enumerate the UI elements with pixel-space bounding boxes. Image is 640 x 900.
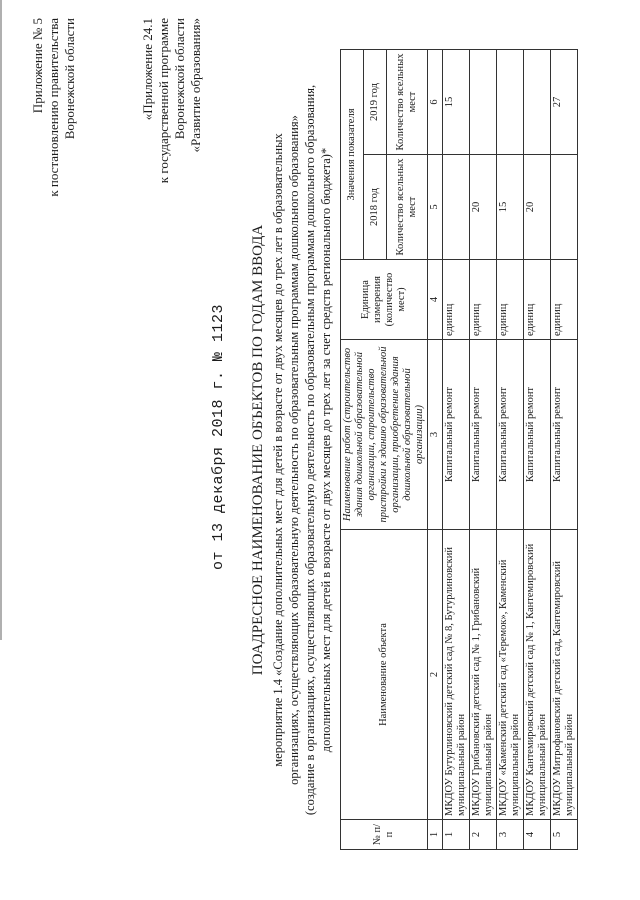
row-num: 4 (524, 820, 551, 850)
row-object: МКДОУ «Каменский детский сад «Теремок», Каменский муниципальный район (497, 530, 524, 820)
header-num: № п/п (341, 820, 428, 850)
table-row (551, 50, 578, 850)
appendix-line: Воронежской области (62, 18, 77, 140)
row-num: 1 (443, 820, 470, 850)
document-title: ПОАДРЕСНОЕ НАИМЕНОВАНИЕ ОБЪЕКТОВ ПО ГОДАМ ВВОДА (250, 224, 266, 676)
header-count-2018: Количество ясельных мест (386, 155, 427, 260)
row-value-2018 (443, 155, 470, 260)
subtitle-line: (создание в организациях, осуществляющих образовательную деятельность по образовательным программам дошкольного образования, (303, 84, 317, 816)
header-year-2018: 2018 год (363, 155, 386, 260)
index-cell: 5 (428, 155, 443, 260)
index-cell: 3 (428, 340, 443, 530)
index-cell: 2 (428, 530, 443, 820)
row-work: Капитальный ремонт (524, 340, 551, 530)
row-value-2019 (470, 50, 497, 155)
row-value-2018: 20 (470, 155, 497, 260)
header-unit: Единица измерения (количество мест) (341, 260, 428, 340)
index-cell: 4 (428, 260, 443, 340)
row-unit: единиц (497, 260, 524, 340)
subtitle-line: организациях, осуществляющих образовательную деятельность по образовательным программам дошкольного образования» (287, 115, 301, 785)
row-value-2019: 27 (551, 50, 578, 155)
row-object: МКДОУ Кантемировский детский сад № 1, Кантемировский муниципальный район (524, 530, 551, 820)
table-header-row (341, 50, 364, 850)
row-value-2019: 15 (443, 50, 470, 155)
row-object: МКДОУ Бутурлиновский детский сад № 8, Бутурлиновский муниципальный район (443, 530, 470, 820)
table-row (497, 50, 524, 850)
program-line: к государственной программе (156, 18, 171, 184)
row-work: Капитальный ремонт (470, 340, 497, 530)
row-value-2018: 20 (524, 155, 551, 260)
header-object: Наименование объекта (341, 530, 428, 820)
row-value-2019 (524, 50, 551, 155)
subtitle-line: дополнительных мест для детей в возрасте от двух месяцев до трех лет за счет средств регионального бюджета)* (319, 147, 333, 753)
appendix-line: Приложение № 5 (30, 18, 45, 114)
table-index-row (428, 50, 443, 850)
objects-table-wrap (340, 50, 578, 850)
row-unit: единиц (470, 260, 497, 340)
row-num: 5 (551, 820, 578, 850)
program-line: «Развитие образования» (188, 18, 203, 153)
row-object: МКДОУ Митрофановский детский сад, Кантемировский муниципальный район (551, 530, 578, 820)
row-object: МКДОУ Грибановский детский сад № 1, Грибановский муниципальный район (470, 530, 497, 820)
subtitle-line: мероприятие 1.4 «Создание дополнительных мест для детей в возрасте от двух месяцев до трех лет в образовательных (271, 133, 285, 767)
appendix-line: к постановлению правительства (46, 18, 61, 197)
program-line: Воронежской области (172, 18, 187, 140)
row-num: 3 (497, 820, 524, 850)
row-unit: единиц (443, 260, 470, 340)
row-work: Капитальный ремонт (551, 340, 578, 530)
index-cell: 1 (428, 820, 443, 850)
index-cell: 6 (428, 50, 443, 155)
table-row (443, 50, 470, 850)
document-subtitle (270, 0, 334, 900)
header-values-group: Значения показателя (341, 50, 364, 260)
header-count-2019: Количество ясельных мест (386, 50, 427, 155)
row-value-2018 (551, 155, 578, 260)
header-year-2019: 2019 год (363, 50, 386, 155)
row-work: Капитальный ремонт (497, 340, 524, 530)
table-row (470, 50, 497, 850)
page-edge-divider (0, 0, 2, 640)
objects-table (340, 49, 578, 850)
table-row (524, 50, 551, 850)
program-block (140, 18, 204, 183)
header-work-type: Наименование работ (строительство здания дошкольной образовательной организации, строительство пристройки к зданию образовательной организации, приобретение здания дошкольной образовательной организации) (341, 340, 428, 530)
row-value-2018: 15 (497, 155, 524, 260)
row-num: 2 (470, 820, 497, 850)
decree-date: от 13 декабря 2018 г. № 1123 (210, 303, 227, 570)
row-value-2019 (497, 50, 524, 155)
program-line: «Приложение 24.1 (140, 18, 155, 121)
row-unit: единиц (524, 260, 551, 340)
row-work: Капитальный ремонт (443, 340, 470, 530)
appendix-block (30, 18, 78, 197)
row-unit: единиц (551, 260, 578, 340)
